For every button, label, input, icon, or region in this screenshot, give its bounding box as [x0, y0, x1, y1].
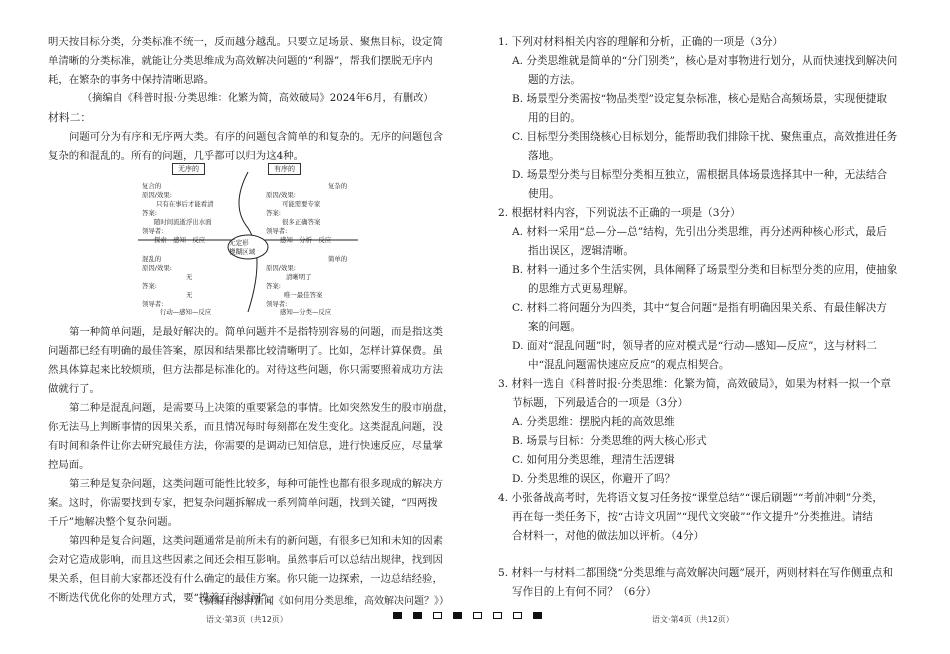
q2-option-c: C. 材料二将问题分为四类，其中“复合问题”是指有明确因果关系、有最佳解决方	[512, 302, 887, 314]
question-3-stem: 3. 材料一选自《科普时报·分类思维：化繁为简，高效破局》，如果为材料一拟一个章	[498, 378, 891, 390]
q1-option-c-cont: 落地。	[528, 150, 560, 162]
center-label-1: 无定形	[229, 239, 249, 247]
diagram-text: 感知—分析—反应	[280, 236, 332, 244]
text-line: 问题都已经有明确的最佳答案，原因和结果都比较清晰明了。比如，怎样计算保费。虽	[48, 345, 443, 357]
hollow-marker	[513, 612, 522, 619]
q3-option-b: B. 场景与目标：分类思维的两大核心形式	[512, 435, 707, 447]
q3-option-c: C. 如何用分类思维，理清生活逻辑	[512, 454, 675, 466]
diagram-text: 感知—分类—反应	[280, 308, 332, 316]
diagram-text: 答案:	[266, 209, 281, 217]
diagram-text: 无	[186, 273, 193, 281]
q2-option-b: B. 材料一通过多个生活实例，具体阐释了场景型分类和目标型分类的应用，使抽象	[512, 264, 898, 276]
diagram-text: 原因/效果:	[266, 264, 296, 272]
diagram-text: 无	[186, 291, 193, 299]
question-4-stem: 4. 小张备战高考时，先将语文复习任务按“课堂总结”“课后刷题”“考前冲刺”分类，	[498, 492, 883, 504]
quadrant-simple-title: 简单的	[328, 255, 348, 263]
text-line: 有时间和条件让你去研究最佳方法，你需要的是调动已知信息，进行快速反应，尽量掌	[48, 440, 443, 452]
diagram-text: 唯一最佳答案	[284, 291, 323, 299]
text-line: 案。这时，你需要找到专家，把复杂问题拆解成一系列简单问题，找到关键，“四两拨	[48, 497, 438, 509]
page-number-left: 语文·第3页（共12页）	[206, 615, 288, 624]
hollow-marker	[433, 612, 442, 619]
text-line: 做就行了。	[48, 383, 100, 395]
text-line: 会对它造成影响，而且这些因素之间还会相互影响。虽然事后可以总结出规律，找到因	[48, 554, 443, 566]
q2-option-b-cont: 的思维方式更易理解。	[528, 283, 634, 295]
question-4-cont-2: 合材料一，对他的做法加以评析。（4分）	[512, 530, 705, 542]
hollow-marker	[473, 612, 482, 619]
quadrant-complicated-title: 复杂的	[328, 182, 348, 190]
diagram-text: 随时间流逝浮出水面	[154, 218, 212, 226]
diagram-text: 答案:	[142, 282, 157, 290]
diagram-text: 领导者:	[266, 227, 288, 235]
diagram-text: 领导者:	[142, 227, 164, 235]
filled-marker	[453, 612, 462, 619]
diagram-text: 很多正确答案	[282, 218, 321, 226]
question-2-stem: 2. 根据材料内容，下列说法不正确的一项是（3分）	[498, 207, 741, 219]
question-4-cont-1: 再在每一类任务下，按“古诗文巩固”“现代文突破”“作文提升”分类推进。请结	[512, 511, 873, 523]
q2-option-d-cont: 中“混乱问题需快速应反应”的观点相契合。	[528, 359, 730, 371]
quadrant-chaotic-title: 混乱的	[142, 255, 162, 263]
page-number-right: 语文·第4页（共12页）	[652, 615, 734, 624]
filled-marker	[413, 612, 422, 619]
q1-option-d-cont: 使用。	[528, 188, 560, 200]
label-unordered: 无序的	[172, 163, 205, 175]
diagram-text: 探索—感知—反应	[154, 236, 206, 244]
filled-marker	[393, 612, 402, 619]
material-heading: 材料二：	[48, 111, 92, 124]
text-line: 第三种是复杂问题，这类问题可能性比较多，每种可能性也都有很多现成的解决方	[69, 478, 444, 490]
text-line: 果关系，但目前大家都还没有什么确定的最佳方案。你只能一边探索，一边总结经验，	[48, 573, 443, 585]
scan-markers	[393, 612, 542, 619]
text-line: 第二种是混乱问题，是需要马上决策的重要紧急的事情。比如突然发生的股市崩盘，	[69, 402, 454, 414]
text-line: 第四种是复合问题，这类问题通常是前所未有的新问题，有很多已知和未知的因素	[69, 535, 444, 547]
text-line: 控局面。	[48, 459, 90, 471]
diagram-text: 行动—感知—反应	[160, 308, 212, 316]
text-line: 第一种简单问题，是最好解决的。简单问题并不是指特别容易的问题，而是指这类	[69, 326, 444, 338]
text-line: 复杂的和混乱的。所有的问题，几乎都可以归为这4种。	[48, 150, 304, 162]
problem-quadrant-diagram	[132, 160, 364, 316]
hollow-marker	[493, 612, 502, 619]
q2-option-a-cont: 指出误区，逻辑清晰。	[528, 245, 634, 257]
q3-option-a: A. 分类思维：摆脱内耗的高效思维	[512, 416, 675, 428]
diagram-text: 答案:	[142, 209, 157, 217]
diagram-text: 原因/效果:	[266, 191, 296, 199]
text-line: 千斤”地解决整个复杂问题。	[48, 516, 178, 528]
question-5-cont: 写作目的上有何不同？（6分）	[512, 586, 657, 598]
question-5-stem: 5. 材料一与材料二都围绕“分类思维与高效解决问题”展开，两则材料在写作侧重点和	[498, 567, 894, 579]
q1-option-b-cont: 用的目的。	[528, 112, 581, 124]
text-line: 问题可分为有序和无序两大类。有序的问题包含简单的和复杂的。无序的问题包含	[69, 131, 444, 143]
question-1-stem: 1. 下列对材料相关内容的理解和分析，正确的一项是（3分）	[498, 36, 784, 48]
q1-option-b: B. 场景型分类需按“物品类型”设定复杂标准，核心是贴合高频场景，实现便捷取	[512, 93, 887, 105]
diagram-text: 可能需要专家	[282, 200, 321, 208]
q1-option-d: D. 场景型分类与目标型分类相互独立，需根据具体场景选择其中一种，无法结合	[512, 169, 888, 181]
diagram-text: 只有在事后才能看清	[156, 200, 214, 208]
text-line: 不断迭代优化你的处理方式，要“摸着石头过河”。	[48, 592, 277, 604]
diagram-text: 原因/效果:	[142, 264, 172, 272]
question-3-stem-cont: 节标题，下列最适合的一项是（3分）	[512, 397, 689, 409]
diagram-text: 答案:	[266, 282, 281, 290]
q2-option-d: D. 面对“混乱问题”时，领导者的应对模式是“行动—感知—反应”，这与材料二	[512, 340, 877, 352]
diagram-text: 领导者:	[266, 300, 288, 308]
text-line: 你无法马上判断事情的因果关系，而且情况每时每刻都在发生变化。这类混乱问题，没	[48, 421, 443, 433]
center-label-2: 模糊区域	[229, 248, 256, 256]
text-line: 单清晰的分类标准，就能让分类思维成为高效解决问题的“利器”，帮我们摆脱无序内	[48, 55, 433, 67]
text-line: 然具体算起来比较烦琐，但方法都是标准化的。对待这些问题，你只需要照着成功方法	[48, 364, 443, 376]
q2-option-a: A. 材料一采用“总—分—总”结构，先引出分类思维，再分述两种核心形式，最后	[512, 226, 887, 238]
text-line: 耗，在繁杂的事务中保持清晰思路。	[48, 74, 215, 86]
q1-option-a: A. 分类思维就是简单的“分门别类”，核心是对事物进行划分，从而快速找到解决问	[512, 55, 898, 67]
filled-marker	[533, 612, 542, 619]
q1-option-c: C. 目标型分类围绕核心目标划分，能帮助我们排除干扰、聚焦重点，高效推进任务	[512, 131, 898, 143]
source-note: （摘编自《科普时报·分类思维：化繁为简，高效破局》2024年6月，有删改）	[82, 93, 434, 104]
diagram-text: 原因/效果:	[142, 191, 172, 199]
text-line: 明天按目标分类，分类标准不统一，反而越分越乱。只要立足场景、聚焦目标，设定简	[48, 36, 443, 48]
label-ordered: 有序的	[268, 163, 301, 175]
quadrant-complex-compound-title: 复合的	[142, 182, 162, 190]
diagram-text: 领导者:	[142, 300, 164, 308]
source-note-2: （摘编自澎湃新闻《如何用分类思维，高效解决问题？》）	[194, 596, 449, 607]
q2-option-c-cont: 案的问题。	[528, 321, 581, 333]
q3-option-d: D. 分类思维的误区，你避开了吗？	[512, 473, 676, 485]
q1-option-a-cont: 题的方法。	[528, 74, 581, 86]
diagram-text: 清晰明了	[286, 273, 312, 281]
